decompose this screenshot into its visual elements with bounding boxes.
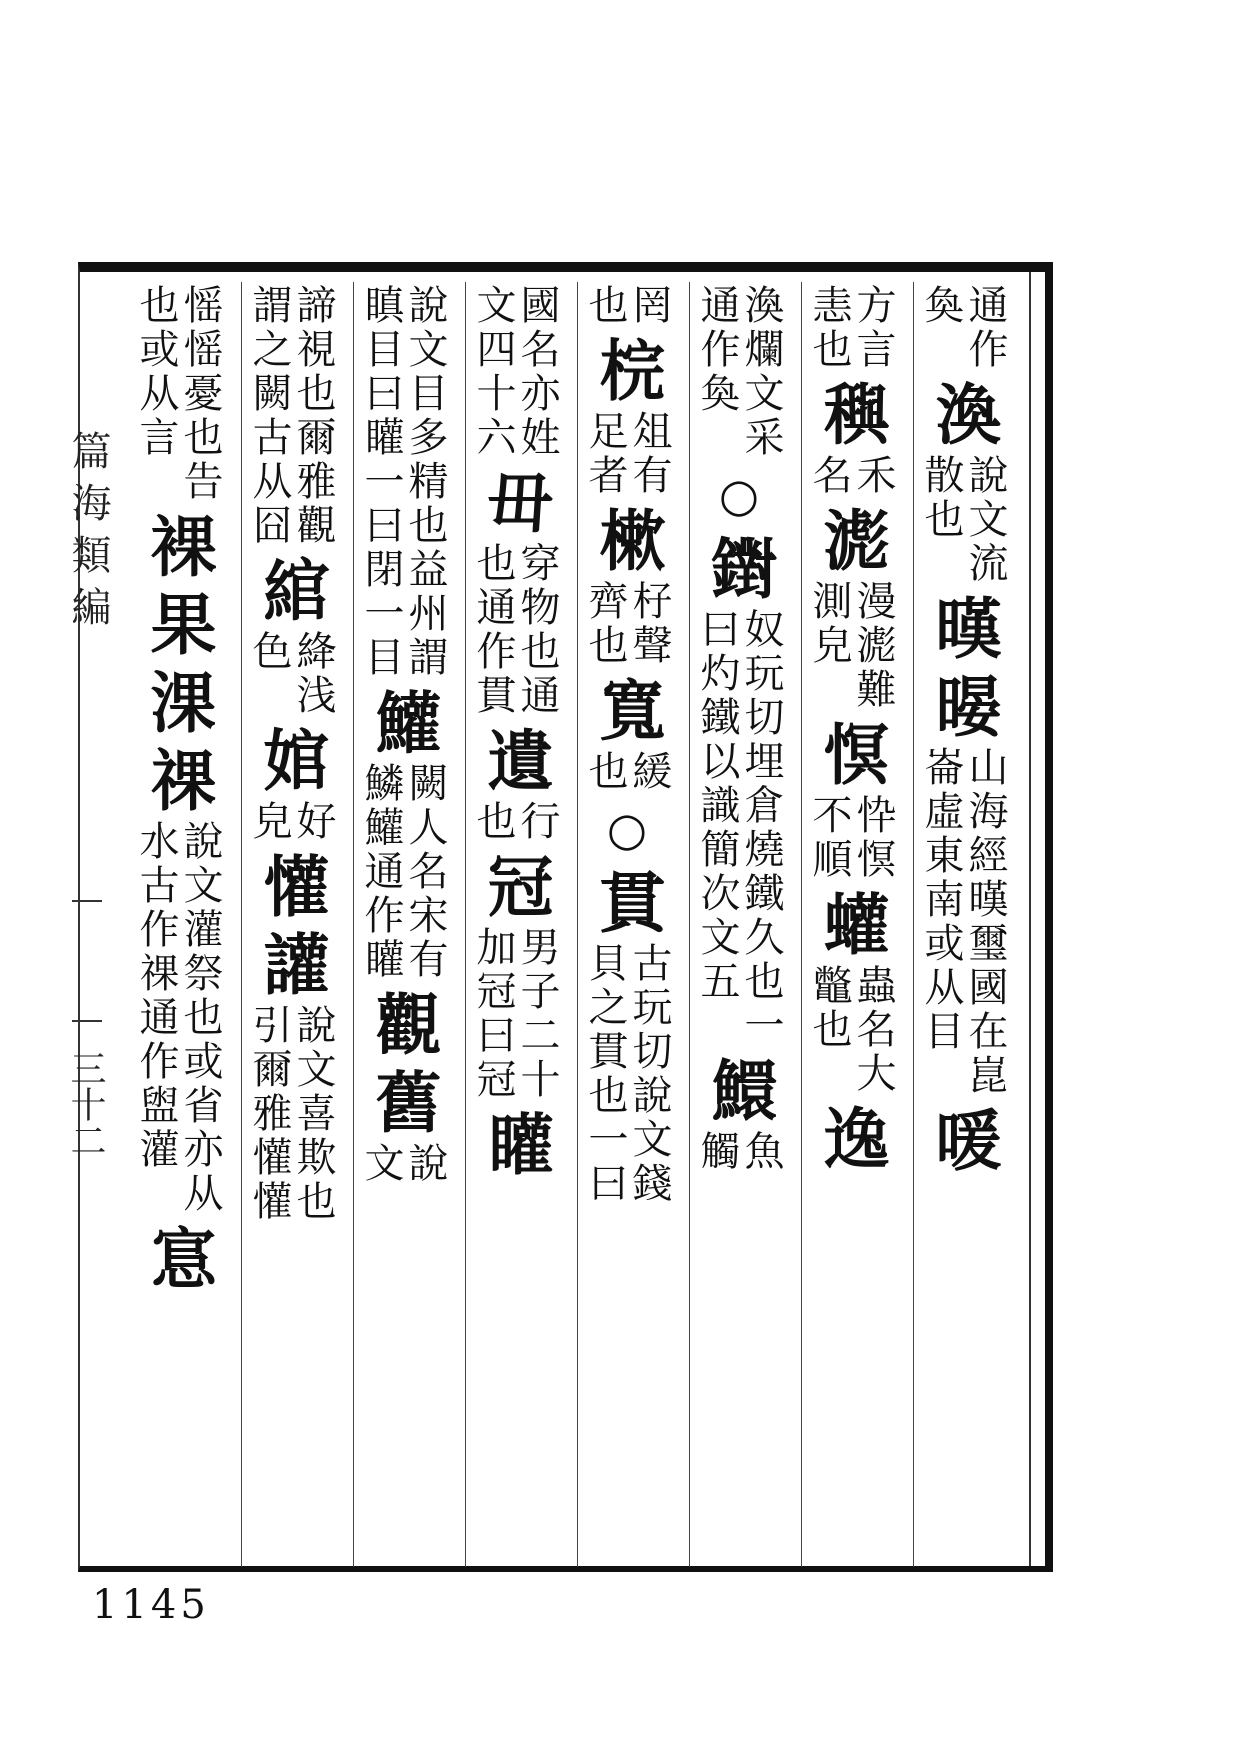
annotation-text: 魚 [738,1130,784,1174]
annotation-text: 加冠曰冠 [470,926,516,1102]
annotation-text: 引爾雅懽懽 [246,1004,292,1224]
headword: 觀 [364,990,442,1056]
annotation-pair [582,282,672,330]
annotation-pair [918,452,1008,588]
annotation-text: 男子二十 [514,926,560,1102]
annotation-pair [470,282,560,462]
text-column [465,282,564,1567]
headword: 暵 [924,594,1002,660]
text-column [353,282,452,1567]
annotation-pair [918,282,1008,374]
text-area [80,272,1031,1566]
annotation-text: 觸 [694,1130,740,1174]
annotation-pair [246,1002,336,1226]
annotation-text: 蟲名大 [850,964,896,1096]
annotation-text: 穿物也通 [514,542,560,718]
headword: 寬 [588,676,666,742]
annotation-text: 鱗鱹通作矔 [358,762,404,982]
headword: 貫 [588,868,666,934]
annotation-text: 說文灌祭也或省亦从 [177,820,223,1216]
headword: 矔 [476,1110,554,1176]
annotation-text: 古玩切說文錢 [626,942,672,1206]
annotation-text: 足者 [582,410,628,498]
annotation-pair [694,282,784,462]
headword: 鑆 [700,534,778,600]
annotation-text: 俎有 [626,410,672,498]
headword: 慏 [812,720,890,786]
annotation-text: 絳浅 [290,630,336,718]
headword: 祼 [139,746,217,812]
folio-number: 1145 [92,1582,210,1628]
annotation-text: 忰慏 [850,794,896,882]
headword: 婠 [252,726,330,792]
annotation-text: 奴玩切埋倉燒鐵久也一 [738,608,784,1048]
annotation-pair [246,798,336,846]
page-frame [78,262,1053,1572]
headword: 冠 [476,852,554,918]
annotation-text: 渙爛文采 [738,284,784,460]
annotation-text: 山海經暵璽國在崑 [962,746,1008,1098]
annotation-pair [470,540,560,720]
annotation-pair [582,940,672,1208]
headword: 懽 [252,852,330,918]
section-circle-mark: ○ [718,468,760,522]
headword: 毌 [476,468,554,534]
annotation-text: 說文流 [962,454,1008,586]
annotation-pair [806,282,896,374]
annotation-text: 方言 [850,284,896,372]
annotation-text: 齊也 [582,580,628,668]
headword: 喛 [924,1106,1002,1172]
annotation-text: 文 [358,1142,404,1186]
annotation-text: 緩 [626,750,672,794]
annotation-text: 也 [582,750,628,794]
headword: 梡 [588,336,666,402]
annotation-pair [358,760,448,984]
text-column [577,282,676,1567]
annotation-text: 愮愮憂也告 [177,284,223,504]
annotation-text: 曰灼鐵以識簡次文五 [694,608,740,1004]
annotation-pair [918,744,1008,1100]
annotation-text: 鼈也 [806,964,852,1052]
annotation-pair [806,578,896,714]
annotation-pair [806,962,896,1098]
text-column [241,282,340,1567]
headword: 鱹 [364,688,442,754]
annotation-text: 崙虛東南或从目 [918,746,964,1054]
annotation-text: 也 [582,284,628,328]
text-column [689,282,788,1567]
annotation-pair [582,748,672,796]
annotation-text: 恚也 [806,284,852,372]
annotation-text: 說文喜欺也 [290,1004,336,1224]
headword: 滮 [812,506,890,572]
annotation-text: 散也 [918,454,964,542]
headword: 果 [139,590,217,656]
annotation-text: 漫滮難 [850,580,896,712]
headword: 樕 [588,506,666,572]
annotation-pair [470,924,560,1104]
annotation-pair [246,628,336,720]
headword: 裸 [139,512,217,578]
annotation-pair [358,282,448,682]
headword: 淉 [139,668,217,734]
annotation-text: 也 [470,800,516,844]
headword: 讙 [252,930,330,996]
margin-page-number: 三十二 [65,1050,106,1158]
headword: 穥 [812,380,890,446]
annotation-pair [694,1128,784,1176]
annotation-pair [133,818,223,1218]
headword: 渙 [924,380,1002,446]
annotation-text: 說 [402,1142,448,1186]
annotation-text: 諦視也爾雅觀 [290,284,336,548]
annotation-pair [694,606,784,1050]
annotation-text: 謂之闕古从囧 [246,284,292,548]
annotation-text: 也或从言 [133,284,179,460]
headword: 悹 [139,1224,217,1290]
margin-book-title: 篇海類編 [65,430,111,638]
annotation-pair [133,282,223,506]
annotation-text: 皃 [246,800,292,844]
section-circle-mark: ○ [606,802,648,856]
annotation-text: 瞋目曰矔一曰閉一目 [358,284,404,680]
annotation-text: 禾 [850,454,896,498]
annotation-text: 杍聲 [626,580,672,668]
annotation-text: 文四十六 [470,284,516,460]
annotation-text: 不順 [806,794,852,882]
annotation-text: 闕人名宋有 [402,762,448,982]
annotation-text: 色 [246,630,292,674]
annotation-text: 貝之貫也一曰 [582,942,628,1206]
annotation-text: 水古作祼通作盥灌 [133,820,179,1172]
headword: 遺 [476,726,554,792]
text-column [801,282,900,1567]
headword: 蠸 [812,890,890,956]
annotation-pair [246,282,336,550]
margin-divider [72,900,102,902]
text-column [913,282,1012,1567]
headword: 鱞 [700,1056,778,1122]
headword: 逸 [812,1104,890,1170]
annotation-text: 也通作貫 [470,542,516,718]
annotation-text: 行 [514,800,560,844]
annotation-text: 名 [806,454,852,498]
annotation-text: 說文目多精也益州謂 [402,284,448,680]
annotation-pair [806,792,896,884]
annotation-pair [358,1140,448,1188]
headword: 綰 [252,556,330,622]
headword: 舊 [364,1068,442,1134]
text-column [129,282,227,1567]
annotation-text: 通作奐 [694,284,740,416]
annotation-text: 測皃 [806,580,852,668]
annotation-pair [582,578,672,670]
margin-divider [72,1020,102,1022]
annotation-text: 罔 [626,284,672,328]
annotation-text: 奐 [918,284,964,328]
headword: 暥 [924,672,1002,738]
annotation-text: 好 [290,800,336,844]
annotation-text: 國名亦姓 [514,284,560,460]
annotation-pair [470,798,560,846]
annotation-pair [806,452,896,500]
annotation-text: 通作 [962,284,1008,372]
annotation-pair [582,408,672,500]
